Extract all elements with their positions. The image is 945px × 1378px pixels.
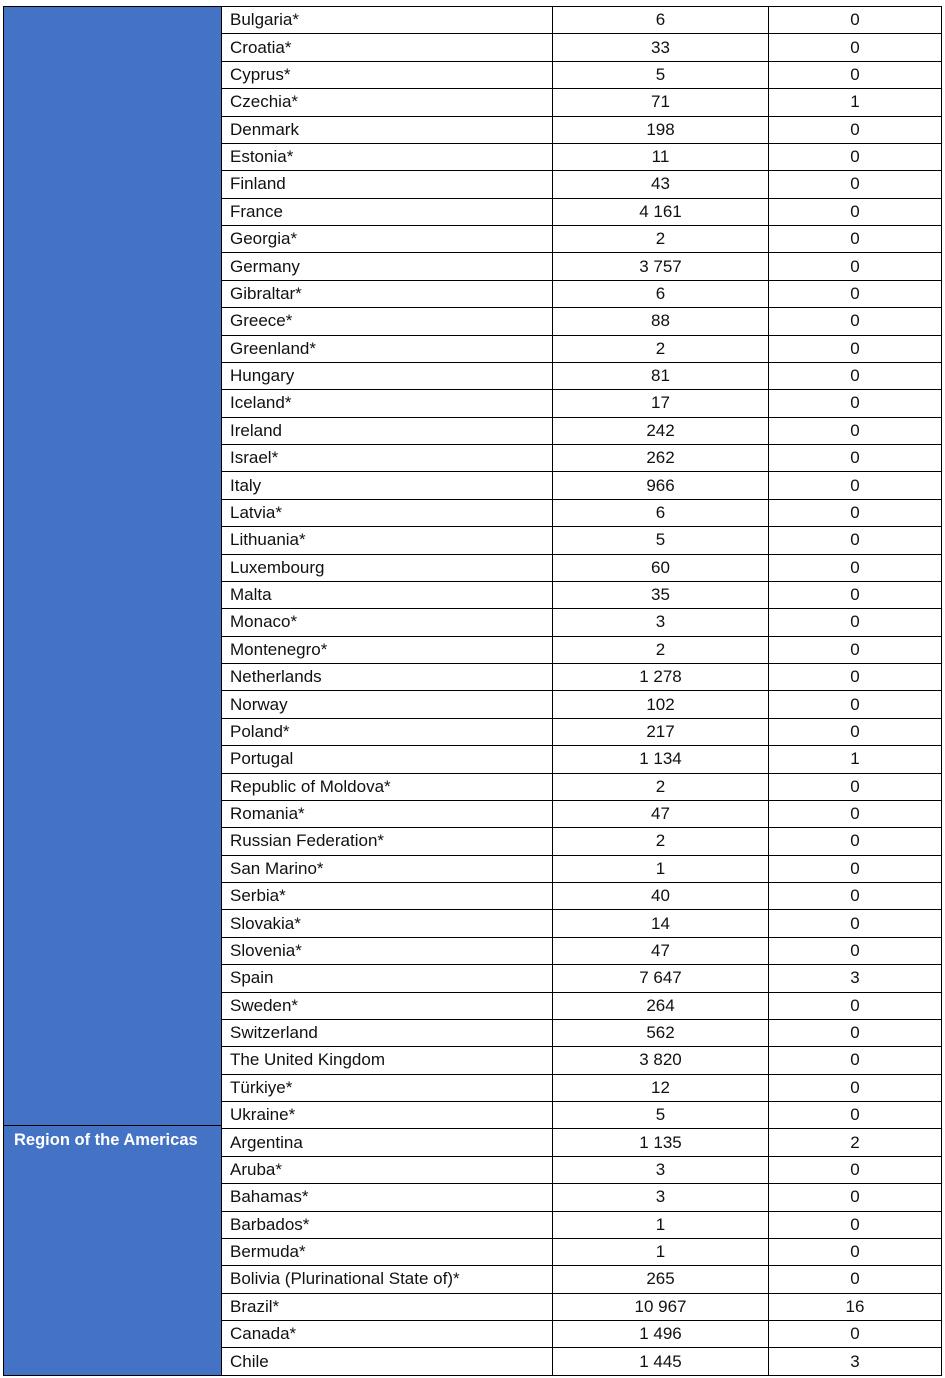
cases-cell: 6 — [553, 281, 769, 308]
table-row — [222, 500, 942, 527]
table-row — [222, 1047, 942, 1074]
cases-cell: 1 445 — [553, 1348, 769, 1375]
table-row — [222, 226, 942, 253]
cases-cell: 3 — [553, 609, 769, 636]
deaths-cell: 0 — [769, 1075, 942, 1102]
deaths-cell: 0 — [769, 1157, 942, 1184]
table-row — [222, 7, 942, 34]
table-row — [222, 1266, 942, 1293]
deaths-cell: 0 — [769, 938, 942, 965]
cases-cell: 198 — [553, 117, 769, 144]
table-row — [222, 664, 942, 691]
country-cell: San Marino* — [222, 856, 553, 883]
country-cell: Netherlands — [222, 664, 553, 691]
region-column — [4, 7, 222, 1376]
country-cell: Ukraine* — [222, 1102, 553, 1129]
cases-cell: 265 — [553, 1266, 769, 1293]
country-cell: Gibraltar* — [222, 281, 553, 308]
table-row — [222, 418, 942, 445]
deaths-cell: 16 — [769, 1294, 942, 1321]
country-cell: Lithuania* — [222, 527, 553, 554]
table-row — [222, 253, 942, 280]
table-row — [222, 582, 942, 609]
country-cell: Norway — [222, 691, 553, 718]
deaths-cell: 0 — [769, 390, 942, 417]
cases-cell: 262 — [553, 445, 769, 472]
table-row — [222, 719, 942, 746]
country-cell: Iceland* — [222, 390, 553, 417]
cases-cell: 6 — [553, 500, 769, 527]
country-cell: Czechia* — [222, 89, 553, 116]
cases-cell: 562 — [553, 1020, 769, 1047]
country-cell: Argentina — [222, 1129, 553, 1156]
table-row — [222, 89, 942, 116]
cases-cell: 60 — [553, 555, 769, 582]
country-cell: Bulgaria* — [222, 7, 553, 34]
country-cell: Georgia* — [222, 226, 553, 253]
deaths-cell: 0 — [769, 637, 942, 664]
country-cell: Brazil* — [222, 1294, 553, 1321]
cases-cell: 3 757 — [553, 253, 769, 280]
table-row — [222, 281, 942, 308]
cases-cell: 14 — [553, 910, 769, 937]
cases-cell: 3 — [553, 1184, 769, 1211]
cases-cell: 43 — [553, 171, 769, 198]
table-row — [222, 1321, 942, 1348]
cases-cell: 1 278 — [553, 664, 769, 691]
cases-cell: 40 — [553, 883, 769, 910]
cases-cell: 2 — [553, 828, 769, 855]
country-cell: Russian Federation* — [222, 828, 553, 855]
country-cell: Barbados* — [222, 1212, 553, 1239]
cases-cell: 2 — [553, 336, 769, 363]
deaths-cell: 0 — [769, 281, 942, 308]
deaths-cell: 0 — [769, 664, 942, 691]
deaths-cell: 0 — [769, 774, 942, 801]
country-cell: Latvia* — [222, 500, 553, 527]
deaths-cell: 0 — [769, 308, 942, 335]
cases-cell: 12 — [553, 1075, 769, 1102]
table-body — [222, 7, 942, 1376]
deaths-cell: 3 — [769, 965, 942, 992]
table-row — [222, 1212, 942, 1239]
country-cell: Switzerland — [222, 1020, 553, 1047]
table-row — [222, 34, 942, 61]
country-cell: Montenegro* — [222, 637, 553, 664]
country-cell: Denmark — [222, 117, 553, 144]
deaths-cell: 0 — [769, 856, 942, 883]
table-row — [222, 609, 942, 636]
deaths-cell: 0 — [769, 62, 942, 89]
table-row — [222, 144, 942, 171]
deaths-cell: 0 — [769, 34, 942, 61]
region-cell — [4, 7, 221, 1126]
cases-cell: 11 — [553, 144, 769, 171]
country-cell: Israel* — [222, 445, 553, 472]
deaths-cell: 1 — [769, 89, 942, 116]
table-row — [222, 1157, 942, 1184]
cases-cell: 81 — [553, 363, 769, 390]
cases-cell: 966 — [553, 472, 769, 499]
cases-cell: 1 — [553, 1239, 769, 1266]
deaths-cell: 0 — [769, 7, 942, 34]
table-row — [222, 472, 942, 499]
deaths-cell: 0 — [769, 336, 942, 363]
country-cell: Slovakia* — [222, 910, 553, 937]
country-cell: Canada* — [222, 1321, 553, 1348]
country-cell: Finland — [222, 171, 553, 198]
cases-cell: 4 161 — [553, 199, 769, 226]
cases-cell: 3 — [553, 1157, 769, 1184]
deaths-cell: 0 — [769, 1184, 942, 1211]
deaths-cell: 0 — [769, 363, 942, 390]
table-row — [222, 774, 942, 801]
table-row — [222, 336, 942, 363]
cases-cell: 1 — [553, 856, 769, 883]
country-cell: Republic of Moldova* — [222, 774, 553, 801]
table-row — [222, 746, 942, 773]
deaths-cell: 0 — [769, 555, 942, 582]
country-cell: Spain — [222, 965, 553, 992]
country-cell: Hungary — [222, 363, 553, 390]
country-cell: Chile — [222, 1348, 553, 1375]
country-cell: Serbia* — [222, 883, 553, 910]
country-cell: Estonia* — [222, 144, 553, 171]
table-row — [222, 555, 942, 582]
table-row — [222, 637, 942, 664]
deaths-cell: 0 — [769, 445, 942, 472]
table-row — [222, 910, 942, 937]
deaths-cell: 0 — [769, 117, 942, 144]
deaths-cell: 0 — [769, 500, 942, 527]
cases-cell: 217 — [553, 719, 769, 746]
cases-cell: 242 — [553, 418, 769, 445]
cases-cell: 2 — [553, 226, 769, 253]
deaths-cell: 0 — [769, 199, 942, 226]
table-row — [222, 1075, 942, 1102]
cases-cell: 2 — [553, 774, 769, 801]
cases-cell: 6 — [553, 7, 769, 34]
deaths-cell: 0 — [769, 910, 942, 937]
table-row — [222, 363, 942, 390]
cases-cell: 1 496 — [553, 1321, 769, 1348]
country-cell: Sweden* — [222, 993, 553, 1020]
table-row — [222, 856, 942, 883]
deaths-cell: 0 — [769, 171, 942, 198]
cases-cell: 1 135 — [553, 1129, 769, 1156]
deaths-cell: 0 — [769, 527, 942, 554]
country-cell: Ireland — [222, 418, 553, 445]
country-cell: Greenland* — [222, 336, 553, 363]
cases-cell: 102 — [553, 691, 769, 718]
country-cell: Türkiye* — [222, 1075, 553, 1102]
country-cell: Greece* — [222, 308, 553, 335]
country-cell: Aruba* — [222, 1157, 553, 1184]
table-row — [222, 1129, 942, 1156]
country-cell: Luxembourg — [222, 555, 553, 582]
country-cell: Poland* — [222, 719, 553, 746]
deaths-cell: 0 — [769, 144, 942, 171]
country-cell: The United Kingdom — [222, 1047, 553, 1074]
deaths-cell: 1 — [769, 746, 942, 773]
country-cell: Bermuda* — [222, 1239, 553, 1266]
cases-cell: 71 — [553, 89, 769, 116]
table-row — [222, 445, 942, 472]
country-cell: Italy — [222, 472, 553, 499]
table-row — [222, 1348, 942, 1375]
cases-cell: 33 — [553, 34, 769, 61]
country-cases-table — [3, 6, 942, 1376]
cases-cell: 5 — [553, 527, 769, 554]
deaths-cell: 0 — [769, 801, 942, 828]
deaths-cell: 0 — [769, 1266, 942, 1293]
country-cell: France — [222, 199, 553, 226]
table-row — [222, 1102, 942, 1129]
cases-cell: 47 — [553, 801, 769, 828]
table-row — [222, 171, 942, 198]
cases-cell: 5 — [553, 62, 769, 89]
deaths-cell: 0 — [769, 1212, 942, 1239]
cases-cell: 5 — [553, 1102, 769, 1129]
deaths-cell: 2 — [769, 1129, 942, 1156]
table-row — [222, 801, 942, 828]
cases-cell: 264 — [553, 993, 769, 1020]
table-row — [222, 308, 942, 335]
cases-cell: 1 134 — [553, 746, 769, 773]
country-cell: Bolivia (Plurinational State of)* — [222, 1266, 553, 1293]
table-row — [222, 1020, 942, 1047]
deaths-cell: 0 — [769, 609, 942, 636]
country-cell: Germany — [222, 253, 553, 280]
region-cell: Region of the Americas — [4, 1126, 221, 1375]
table-row — [222, 691, 942, 718]
table-row — [222, 62, 942, 89]
deaths-cell: 0 — [769, 1321, 942, 1348]
table-row — [222, 993, 942, 1020]
deaths-cell: 0 — [769, 719, 942, 746]
country-cell: Monaco* — [222, 609, 553, 636]
cases-cell: 88 — [553, 308, 769, 335]
country-cell: Malta — [222, 582, 553, 609]
table-row — [222, 199, 942, 226]
deaths-cell: 0 — [769, 1102, 942, 1129]
deaths-cell: 0 — [769, 226, 942, 253]
table-row — [222, 938, 942, 965]
deaths-cell: 0 — [769, 691, 942, 718]
table-row — [222, 1239, 942, 1266]
cases-cell: 47 — [553, 938, 769, 965]
cases-cell: 3 820 — [553, 1047, 769, 1074]
table-row — [222, 828, 942, 855]
country-cell: Croatia* — [222, 34, 553, 61]
deaths-cell: 0 — [769, 1047, 942, 1074]
table-row — [222, 883, 942, 910]
country-cell: Portugal — [222, 746, 553, 773]
deaths-cell: 0 — [769, 1020, 942, 1047]
table-row — [222, 527, 942, 554]
table-row — [222, 390, 942, 417]
deaths-cell: 0 — [769, 582, 942, 609]
cases-cell: 7 647 — [553, 965, 769, 992]
deaths-cell: 0 — [769, 993, 942, 1020]
table-row — [222, 1184, 942, 1211]
cases-cell: 17 — [553, 390, 769, 417]
country-cell: Bahamas* — [222, 1184, 553, 1211]
deaths-cell: 0 — [769, 883, 942, 910]
deaths-cell: 0 — [769, 418, 942, 445]
country-cell: Slovenia* — [222, 938, 553, 965]
country-cell: Cyprus* — [222, 62, 553, 89]
deaths-cell: 0 — [769, 828, 942, 855]
deaths-cell: 0 — [769, 472, 942, 499]
cases-cell: 10 967 — [553, 1294, 769, 1321]
cases-cell: 35 — [553, 582, 769, 609]
deaths-cell: 3 — [769, 1348, 942, 1375]
table-row — [222, 117, 942, 144]
table-row — [222, 1294, 942, 1321]
cases-cell: 1 — [553, 1212, 769, 1239]
cases-cell: 2 — [553, 637, 769, 664]
table-row — [222, 965, 942, 992]
deaths-cell: 0 — [769, 1239, 942, 1266]
country-cell: Romania* — [222, 801, 553, 828]
deaths-cell: 0 — [769, 253, 942, 280]
